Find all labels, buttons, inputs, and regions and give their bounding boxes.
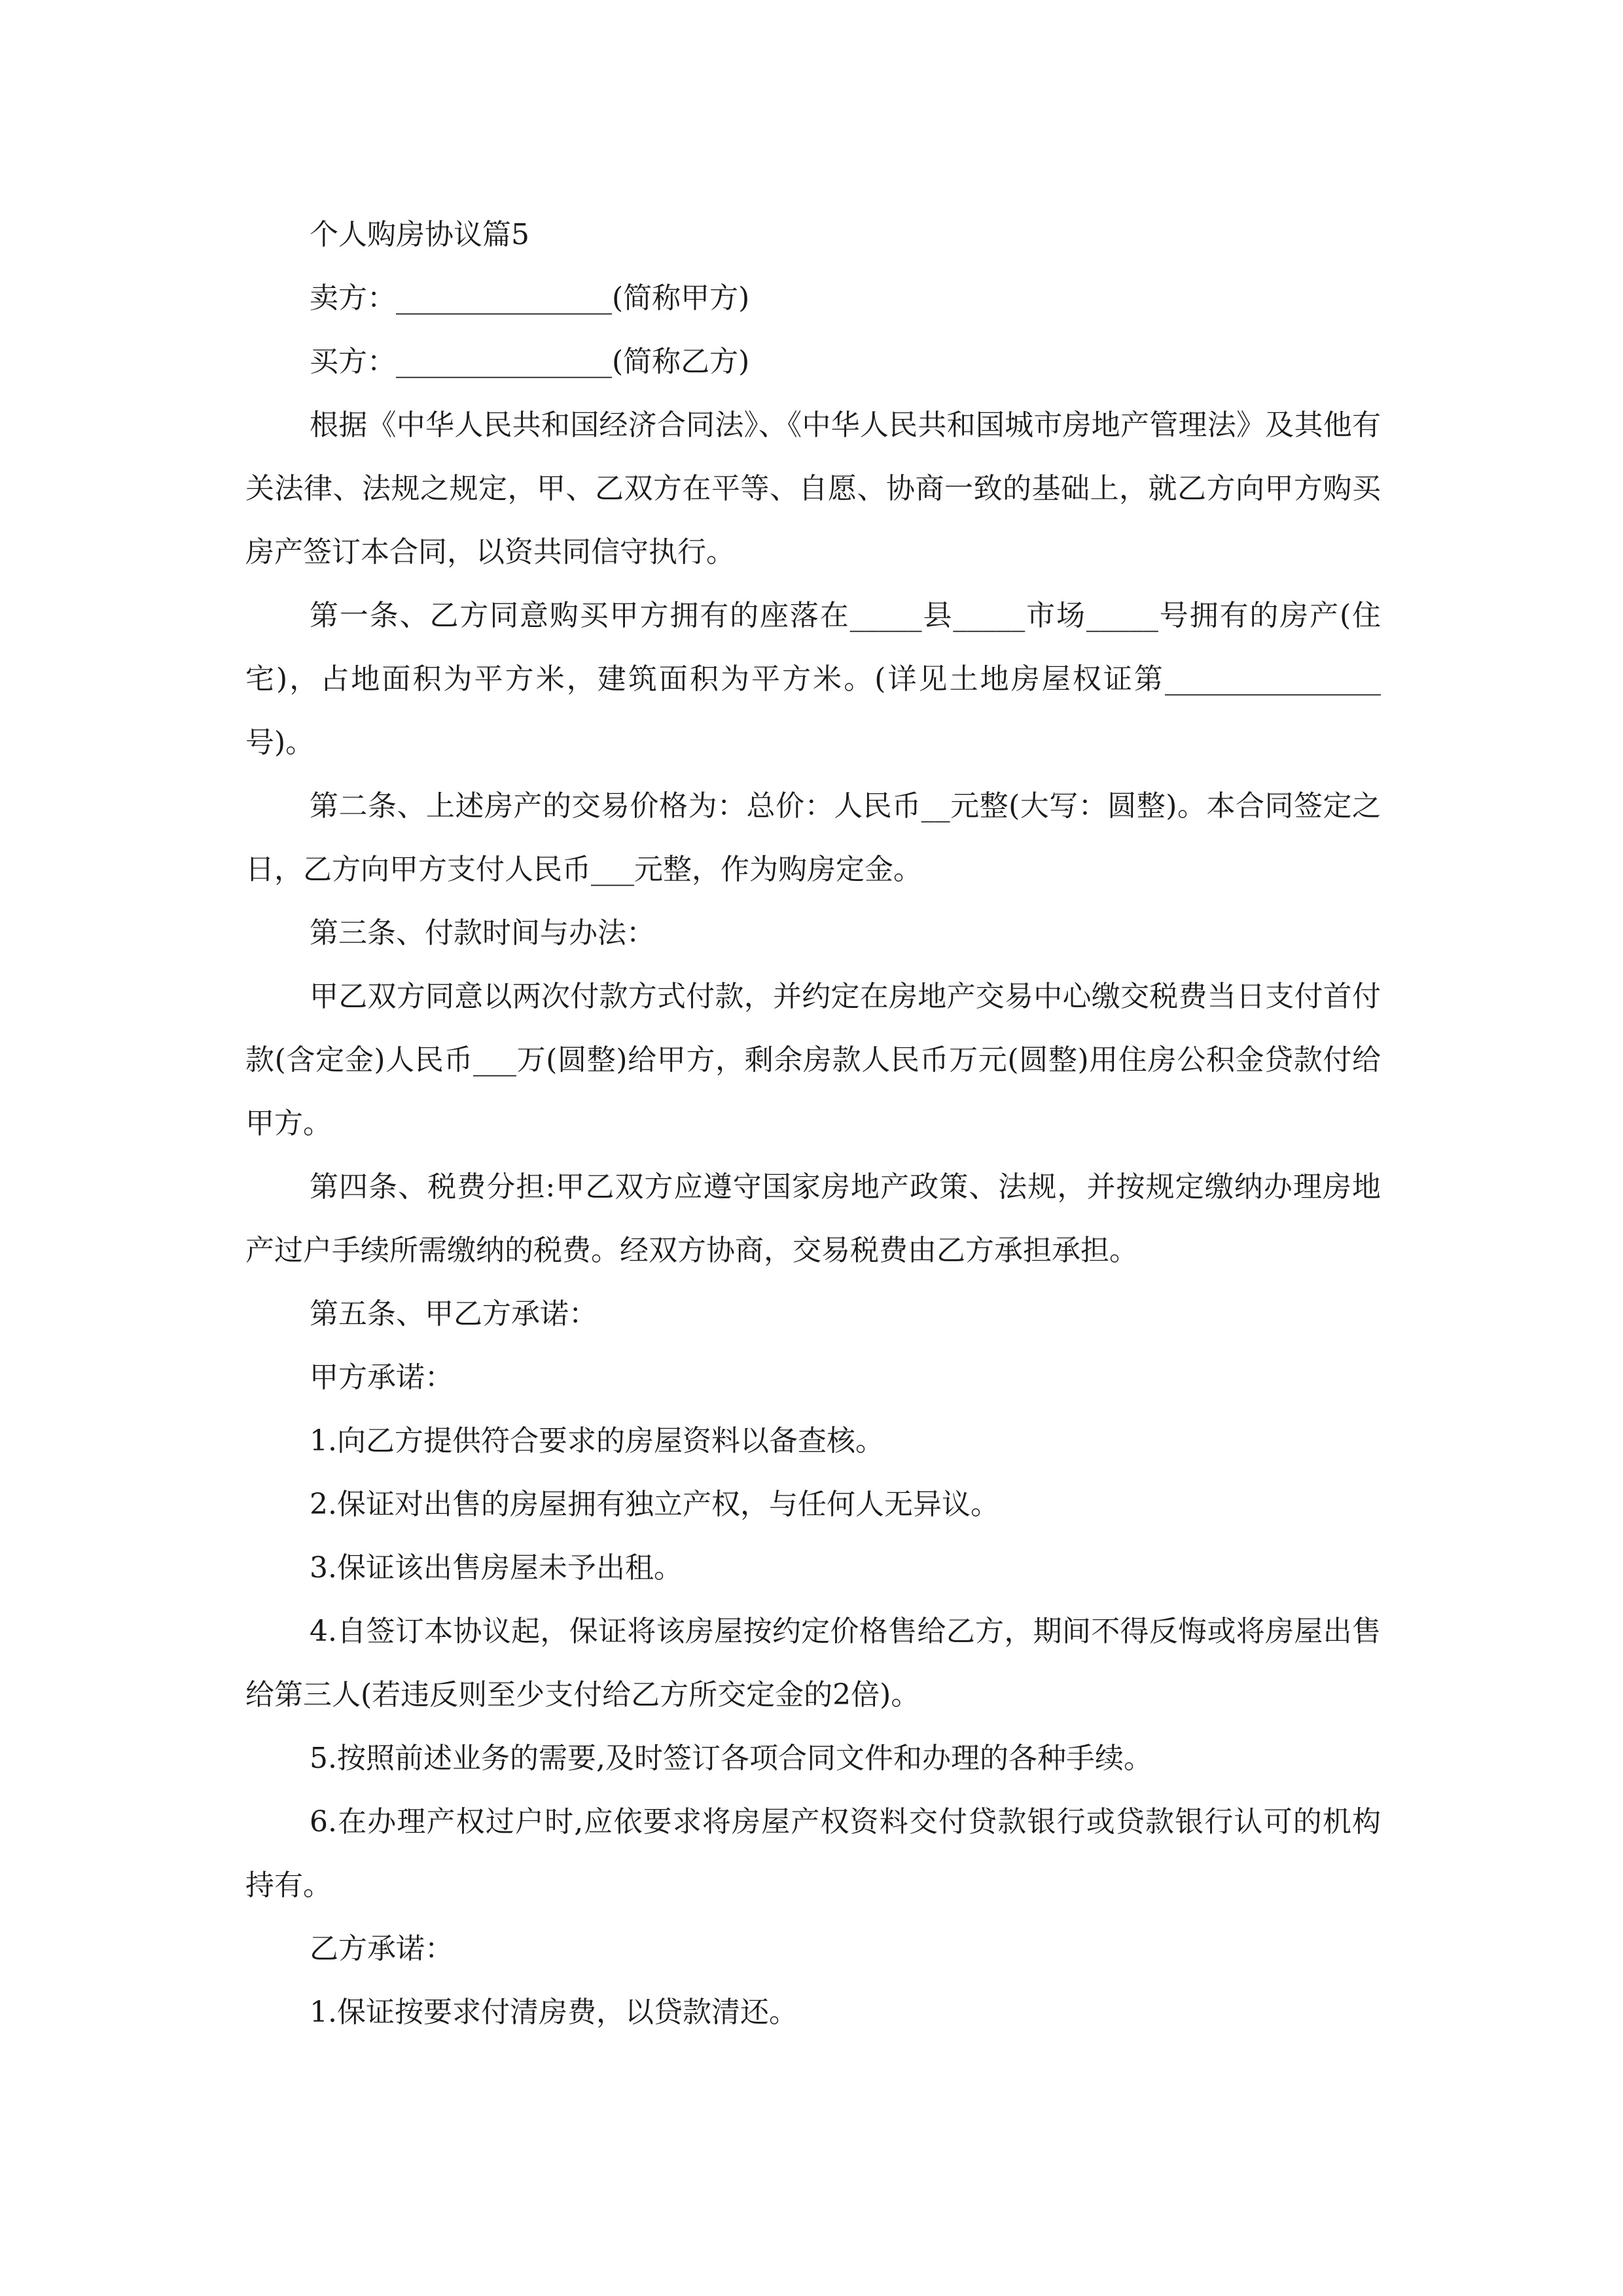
article-3-body: 甲乙双方同意以两次付款方式付款，并约定在房地产交易中心缴交税费当日支付首付款(含定金)人民币___万(圆整)给甲方，剩余房款人民币万元(圆整)用住房公积金贷款付给甲方。 bbox=[245, 980, 1381, 1140]
document-title: 个人购房协议篇5 bbox=[310, 218, 529, 251]
party-a-item: 4.自签订本协议起，保证将该房屋按约定价格售给乙方，期间不得反悔或将房屋出售给第三人(若违反则至少支付给乙方所交定金的2倍)。 bbox=[245, 1615, 1381, 1712]
buyer-line: 买方：_______________(简称乙方) bbox=[310, 345, 750, 378]
party-b-item: 1.保证按要求付清房费，以贷款清还。 bbox=[310, 1996, 798, 2029]
article-3-title: 第三条、付款时间与办法： bbox=[310, 916, 655, 950]
article-4-paragraph: 第四条、税费分担:甲乙双方应遵守国家房地产政策、法规，并按规定缴纳办理房地产过户手续所需缴纳的税费。经双方协商，交易税费由乙方承担承担。 bbox=[245, 1170, 1381, 1267]
party-a-item: 2.保证对出售的房屋拥有独立产权，与任何人无异议。 bbox=[310, 1488, 999, 1521]
party-a-item: 5.按照前述业务的需要,及时签订各项合同文件和办理的各种手续。 bbox=[310, 1742, 1152, 1775]
article-5-title: 第五条、甲乙方承诺： bbox=[310, 1297, 597, 1331]
party-a-item: 1.向乙方提供符合要求的房屋资料以备查核。 bbox=[310, 1424, 884, 1458]
party-a-item: 6.在办理产权过户时,应依要求将房屋产权资料交付贷款银行或贷款银行认可的机构持有。 bbox=[245, 1805, 1381, 1902]
document-body bbox=[245, 203, 1381, 2044]
article-1-paragraph: 第一条、乙方同意购买甲方拥有的座落在_____县_____市场_____号拥有的房产(住宅)，占地面积为平方米，建筑面积为平方米。(详见土地房屋权证第_______________号)。 bbox=[245, 599, 1381, 759]
party-a-item: 3.保证该出售房屋未予出租。 bbox=[310, 1551, 683, 1585]
party-b-heading: 乙方承诺： bbox=[310, 1932, 454, 1965]
preamble-paragraph: 根据《中华人民共和国经济合同法》、《中华人民共和国城市房地产管理法》及其他有关法律、法规之规定，甲、乙双方在平等、自愿、协商一致的基础上，就乙方向甲方购买房产签订本合同，以资共同信守执行。 bbox=[245, 408, 1381, 569]
article-2-paragraph: 第二条、上述房产的交易价格为：总价：人民币__元整(大写：圆整)。本合同签定之日，乙方向甲方支付人民币___元整，作为购房定金。 bbox=[245, 789, 1381, 886]
seller-line: 卖方：_______________(简称甲方) bbox=[310, 281, 750, 315]
party-a-heading: 甲方承诺： bbox=[310, 1361, 454, 1394]
